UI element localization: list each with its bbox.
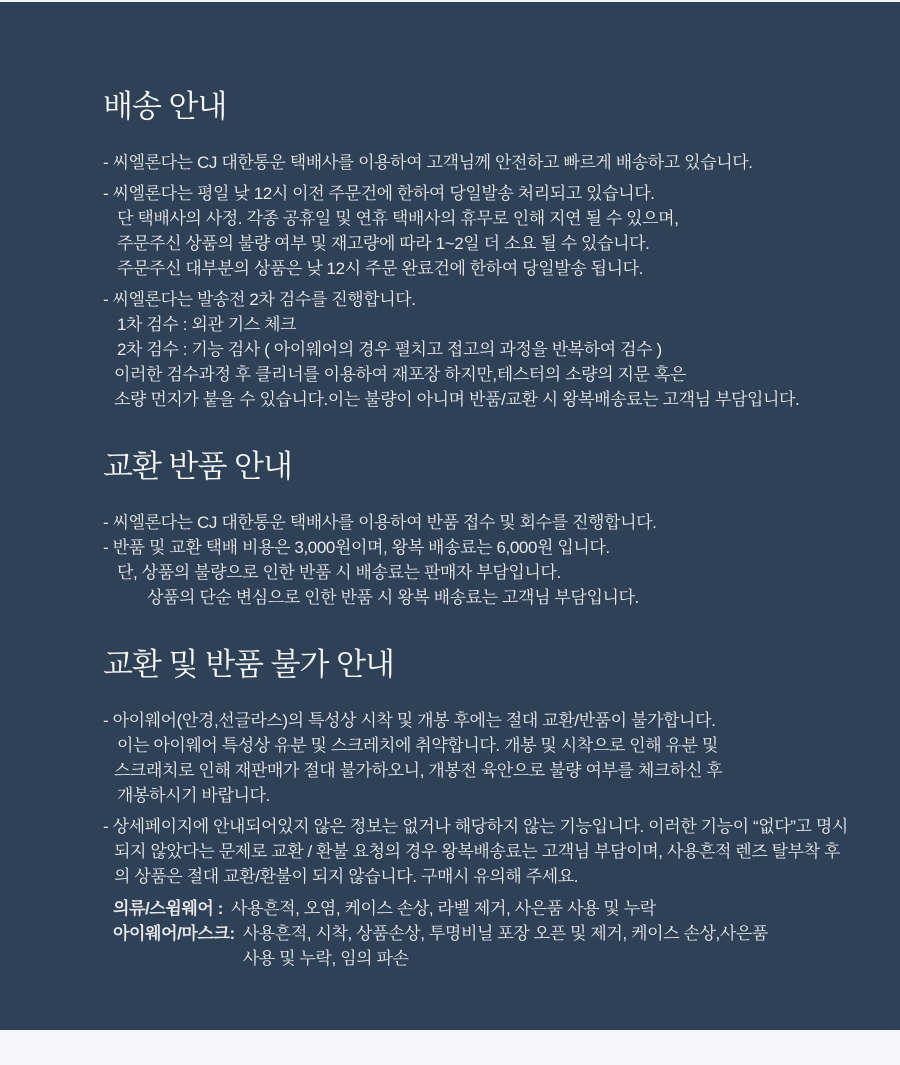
notice-line: 단 택배사의 사정. 각종 공휴일 및 연휴 택배사의 휴무로 인해 지연 될 수 있으며, <box>117 209 679 228</box>
notice-line: - 상세페이지에 안내되어있지 않은 정보는 없거나 해당하지 않는 기능입니다. 이러한 기능이 “없다”고 명시 <box>103 817 848 836</box>
notice-line: 1차 검수 : 외관 기스 체크 <box>117 315 297 334</box>
notice-line: - 씨엘론다는 발송전 2차 검수를 진행합니다. <box>103 290 416 309</box>
notice-line: - 아이웨어(안경,선글라스)의 특성상 시착 및 개봉 후에는 절대 교환/반품이 불가합니다. <box>103 711 716 730</box>
category-text: 사용흔적, 오염, 케이스 손상, 라벨 제거, 사은품 사용 및 누락 <box>231 899 656 918</box>
section-exchange-return-guide <box>103 448 860 610</box>
notice-line: 주문주신 대부분의 상품은 낮 12시 주문 완료건에 한하여 당일발송 됩니다. <box>117 259 643 278</box>
notice-line: - 씨엘론다는 평일 낮 12시 이전 주문건에 한하여 당일발송 처리되고 있습니다. <box>103 184 655 203</box>
category-text-block <box>243 921 768 971</box>
notice-line: 의 상품은 절대 교환/환불이 되지 않습니다. 구매시 유의해 주세요. <box>114 867 579 886</box>
notice-line: 단, 상품의 불량으로 인한 반품 시 배송료는 판매자 부담입니다. <box>117 563 561 582</box>
section-title-restriction: 교환 및 반품 불가 안내 <box>103 647 394 682</box>
category-text: 사용흔적, 시착, 상품손상, 투명비닐 포장 오픈 및 제거, 케이스 손상,사은품 <box>242 924 768 943</box>
category-row-eyewear-mask <box>113 921 860 971</box>
category-row-clothing-swimwear <box>113 896 860 921</box>
notice-line: 스크래치로 인해 재판매가 절대 불가하오니, 개봉전 육안으로 불량 여부를 체크하신 후 <box>114 761 723 780</box>
notice-line: - 씨엘론다는 CJ 대한통운 택배사를 이용하여 반품 접수 및 회수를 진행합니다. <box>103 513 657 532</box>
category-text: 사용 및 누락, 임의 파손 <box>242 949 409 968</box>
notice-line: 되지 않았다는 문제로 교환 / 환불 요청의 경우 왕복배송료는 고객님 부담이며, 사용흔적 렌즈 탈부착 후 <box>114 842 841 861</box>
notice-line: 이는 아이웨어 특성상 유분 및 스크레치에 취약합니다. 개봉 및 시착으로 인해 유분 및 <box>117 736 718 755</box>
notice-line: 개봉하시기 바랍니다. <box>117 786 270 805</box>
notice-line: - 씨엘론다는 CJ 대한통운 택배사를 이용하여 고객님께 안전하고 빠르게 배송하고 있습니다. <box>103 153 753 172</box>
notice-line: 주문주신 상품의 불량 여부 및 재고량에 따라 1~2일 더 소요 될 수 있습니다. <box>117 234 650 253</box>
notice-line: 이러한 검수과정 후 클리너를 이용하여 재포장 하지만,테스터의 소량의 지문 혹은 <box>114 365 686 384</box>
notice-line: 소량 먼지가 붙을 수 있습니다.이는 불량이 아니며 반품/교환 시 왕복배송료는 고객님 부담입니다. <box>114 390 800 409</box>
category-label: 의류/스윔웨어 : <box>113 899 224 918</box>
notice-line: - 반품 및 교환 택배 비용은 3,000원이며, 왕복 배송료는 6,000원 입니다. <box>103 538 610 557</box>
section-exchange-return-restriction <box>103 646 860 971</box>
section-title-shipping: 배송 안내 <box>103 89 227 124</box>
footer-strip <box>0 1030 900 1065</box>
notice-line: 상품의 단순 변심으로 인한 반품 시 왕복 배송료는 고객님 부담입니다. <box>147 588 639 607</box>
top-divider-line <box>0 0 900 2</box>
section-shipping-guide <box>103 88 860 412</box>
notice-line: 2차 검수 : 기능 검사 ( 아이웨어의 경우 펼치고 접고의 과정을 반복하여 검수 ) <box>117 340 662 359</box>
restriction-category-list <box>103 896 860 971</box>
section-title-exchange-return: 교환 반품 안내 <box>103 449 292 484</box>
category-label: 아이웨어/마스크: <box>113 924 235 943</box>
